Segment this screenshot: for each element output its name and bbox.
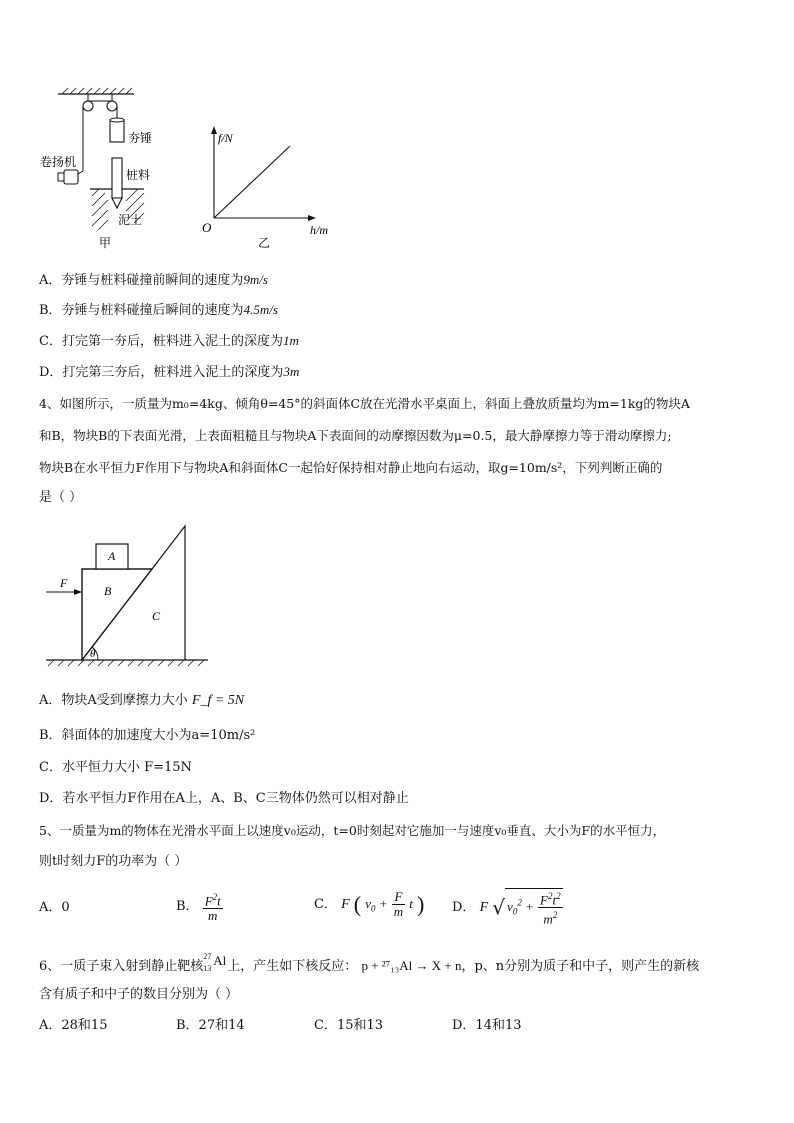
q3-option-d: D．打完第三夯后，桩料进入泥土的深度为3m xyxy=(39,364,300,380)
q5-option-d: D． F √ $v_0^2$ + $\frac{F^2t^2}{m^2}$ xyxy=(452,888,563,927)
q6-stem-line1: 6、一质子束入射到静止靶核 27 13 Al 上，产生如下核反应： p + ²⁷₁₃Al → X + n，p、n分别为质子和中子，则产生的新核 xyxy=(39,952,700,974)
q3-option-c-value: 1m xyxy=(282,333,299,348)
figure-yi xyxy=(196,124,336,254)
q6-option-a: A．28和15 xyxy=(39,1018,108,1033)
q5-stem-line2: 则t时刻力F的功率为（ ） xyxy=(39,854,188,869)
q3-option-a-value: 9m/s xyxy=(243,272,268,287)
q5-option-d-formula: $\frac{F^2t^2}{m^2}$ xyxy=(539,891,561,927)
force-f-label: F xyxy=(60,576,68,590)
origin-label: O xyxy=(202,220,212,235)
incline-c-label: C xyxy=(152,609,161,623)
q5-stem-line1: 5、一质量为m的物体在光滑水平面上以速度v₀运动，t=0时刻起对它施加一与速度v₀垂直、大小为F的水平恒力， xyxy=(39,823,666,838)
theta-label: θ xyxy=(90,648,96,660)
q5-option-c-formula: $\frac{F}{m}$ xyxy=(393,889,404,919)
q3-option-b-value: 4.5m/s xyxy=(243,302,278,317)
winch-label: 卷扬机 xyxy=(40,155,77,169)
nuclear-reaction: p + ²⁷₁₃Al → X + n xyxy=(361,958,462,973)
hammer-label: 夯锤 xyxy=(128,131,153,145)
pile-label: 桩料 xyxy=(126,168,151,182)
q5-option-c: C． F ( $v_0$ + $\frac{F}{m}$ t ) xyxy=(314,889,425,919)
q4-option-a-value: F_f = 5N xyxy=(191,693,245,708)
q4-option-c: C．水平恒力大小 F=15N xyxy=(39,760,192,775)
q6-option-b: B．27和14 xyxy=(176,1018,245,1033)
q5-option-a: A．0 xyxy=(39,900,70,915)
target-nucleus-al: 27 13 Al xyxy=(203,952,227,973)
q4-stem-line4: 是（ ） xyxy=(39,490,83,505)
yi-label: 乙 xyxy=(258,236,271,250)
axis-y-label: f/N xyxy=(218,131,233,145)
figure-jia xyxy=(38,86,173,256)
block-b-label: B xyxy=(104,584,112,598)
q4-option-d: D．若水平恒力F作用在A上，A、B、C三物体仍然可以相对静止 xyxy=(39,791,409,806)
q4-stem-line2: 和B，物块B的下表面光滑，上表面粗糙且与物块A下表面间的动摩擦因数为μ=0.5，最大静摩擦力等于滑动摩擦力; xyxy=(39,428,672,443)
q4-stem-line1: 4、如图所示，一质量为m₀=4kg、倾角θ=45°的斜面体C放在光滑水平桌面上，斜面上叠放质量均为m=1kg的物块A xyxy=(39,396,690,411)
q4-stem-line3: 物块B在水平恒力F作用下与物块A和斜面体C一起恰好保持相对静止地向右运动，取g=10m/s²，下列判断正确的 xyxy=(39,460,663,475)
soil-label: 泥土 xyxy=(118,213,143,227)
q6-option-c: C．15和13 xyxy=(314,1018,384,1033)
q6-stem-line2: 含有质子和中子的数目分别为（ ） xyxy=(39,987,239,1002)
q5-option-b: B． $\frac{F^2t}{m}$ xyxy=(176,892,221,924)
figure-q4-incline xyxy=(40,520,215,670)
q3-option-c: C．打完第一夯后，桩料进入泥土的深度为1m xyxy=(39,333,299,349)
q3-option-b: B．夯锤与桩料碰撞后瞬间的速度为4.5m/s xyxy=(39,302,278,318)
jia-label: 甲 xyxy=(99,236,112,250)
q4-option-b: B．斜面体的加速度大小为a=10m/s² xyxy=(39,728,256,743)
q3-option-a: A．夯锤与桩料碰撞前瞬间的速度为9m/s xyxy=(39,272,268,288)
block-a-label: A xyxy=(108,549,116,563)
axis-x-label: h/m xyxy=(310,223,328,237)
q5-option-b-formula: $\frac{F^2t}{m}$ xyxy=(204,892,221,924)
q6-option-d: D．14和13 xyxy=(452,1018,522,1033)
q4-option-a: A．物块A受到摩擦力大小 F_f = 5N xyxy=(39,693,245,708)
q3-option-d-value: 3m xyxy=(283,364,300,379)
